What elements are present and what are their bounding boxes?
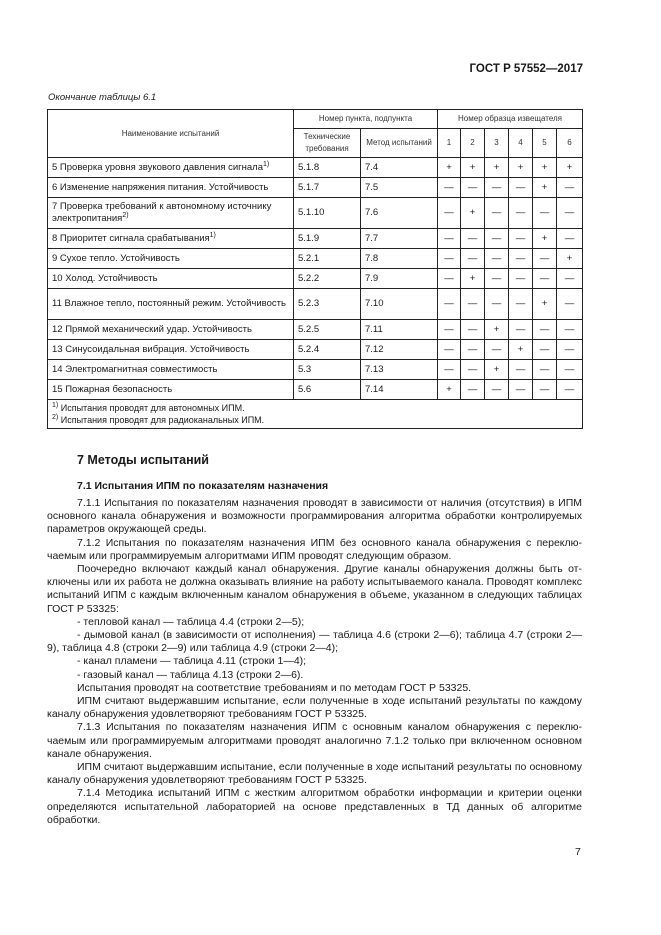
standard-header: ГОСТ Р 57552—2017 (469, 63, 583, 75)
sample-mark-cell: — (461, 178, 485, 198)
sample-mark-cell: — (485, 380, 509, 400)
table-row (48, 269, 583, 289)
sample-mark-cell: — (533, 360, 557, 380)
table-footnotes (48, 400, 583, 429)
sample-mark-cell: — (533, 249, 557, 269)
sample-mark-cell: + (509, 158, 533, 178)
sample-mark-cell: — (438, 229, 461, 249)
tech-req-cell: 5.2.2 (294, 269, 361, 289)
tech-req-cell: 5.2.4 (294, 340, 361, 360)
sample-mark-cell: + (557, 158, 583, 178)
tech-req-cell: 5.3 (294, 360, 361, 380)
sample-mark-cell: — (438, 320, 461, 340)
sample-mark-cell: — (509, 360, 533, 380)
sample-mark-cell: + (485, 320, 509, 340)
test-table (47, 109, 583, 429)
sample-mark-cell: — (533, 269, 557, 289)
table-row (48, 178, 583, 198)
sample-mark-cell: — (461, 380, 485, 400)
sample-mark-cell: — (485, 289, 509, 320)
test-name-cell: 11 Влажное тепло, постоянный режим. Устойчивость (48, 289, 294, 320)
table-row (48, 229, 583, 249)
paragraph: 7.1.3 Испытания по показателям назначения ИПМ с основным каналом обнаружения с переключаемым или программируемым алгоритмами проводят аналогично 7.1.2 только при включенном основном канале обнаружения. (47, 721, 582, 760)
section-title: 7 Методы испытаний (77, 453, 209, 467)
table-row (48, 320, 583, 340)
tech-req-cell: 5.6 (294, 380, 361, 400)
test-name-cell: 8 Приоритет сигнала срабатывания$^{1)}$ (48, 229, 294, 249)
sample-mark-cell: + (509, 340, 533, 360)
sample-mark-cell: — (509, 289, 533, 320)
sample-mark-cell: — (461, 229, 485, 249)
sample-mark-cell: + (533, 289, 557, 320)
header-tech-req: Технические требования (294, 129, 361, 158)
sample-mark-cell: — (485, 249, 509, 269)
paragraph: Испытания проводят на соответствие требованиям и по методам ГОСТ Р 53325. (77, 681, 472, 694)
tech-req-cell: 5.1.7 (294, 178, 361, 198)
sample-mark-cell: + (461, 198, 485, 229)
test-name-cell: 13 Синусоидальная вибрация. Устойчивость (48, 340, 294, 360)
header-sample-5: 5 (533, 129, 557, 158)
test-name-cell: 5 Проверка уровня звукового давления сигнала$^{1)}$ (48, 158, 294, 178)
test-name-cell: 15 Пожарная безопасность (48, 380, 294, 400)
paragraph: ИПМ считают выдержавшим испытание, если полученные в ходе испытаний результаты по основному каналу обнаружения удовлетворяют требованиям ГОСТ Р 53325. (47, 761, 582, 787)
sample-mark-cell: — (557, 340, 583, 360)
sample-mark-cell: — (438, 178, 461, 198)
test-method-cell: 7.9 (361, 269, 438, 289)
header-sample-2: 2 (461, 129, 485, 158)
table-row (48, 289, 583, 320)
section-body (47, 497, 582, 827)
header-sample-6: 6 (557, 129, 583, 158)
sample-mark-cell: — (438, 249, 461, 269)
page-number: 7 (575, 846, 581, 858)
test-name-cell: 10 Холод. Устойчивость (48, 269, 294, 289)
list-item: - газовый канал — таблица 4.13 (строки 2—6). (77, 668, 304, 681)
tech-req-cell: 5.1.8 (294, 158, 361, 178)
test-method-cell: 7.5 (361, 178, 438, 198)
sample-mark-cell: — (485, 198, 509, 229)
tech-req-cell: 5.2.1 (294, 249, 361, 269)
test-method-cell: 7.13 (361, 360, 438, 380)
test-method-cell: 7.7 (361, 229, 438, 249)
sample-mark-cell: — (438, 340, 461, 360)
sample-mark-cell: — (509, 320, 533, 340)
header-clause-group: Номер пункта, подпункта (294, 110, 438, 129)
sample-mark-cell: — (557, 229, 583, 249)
test-name-cell: 14 Электромагнитная совместимость (48, 360, 294, 380)
sample-mark-cell: — (461, 360, 485, 380)
sample-mark-cell: — (509, 269, 533, 289)
tech-req-cell: 5.1.10 (294, 198, 361, 229)
table-row (48, 380, 583, 400)
test-method-cell: 7.6 (361, 198, 438, 229)
sample-mark-cell: — (438, 269, 461, 289)
sample-mark-cell: — (461, 340, 485, 360)
test-name-cell: 12 Прямой механический удар. Устойчивость (48, 320, 294, 340)
sample-mark-cell: + (438, 380, 461, 400)
sample-mark-cell: — (533, 340, 557, 360)
sample-mark-cell: — (461, 249, 485, 269)
test-name-cell: 7 Проверка требований к автономному источнику электропитания$^{2)}$ (48, 198, 294, 229)
sample-mark-cell: + (533, 178, 557, 198)
table-row (48, 249, 583, 269)
list-item: - тепловой канал — таблица 4.4 (строки 2—5); (77, 615, 305, 628)
sample-mark-cell: — (557, 380, 583, 400)
footnote-2: $^{2)}$ Испытания проводят для радиоканальных ИПМ. (52, 414, 265, 425)
test-method-cell: 7.12 (361, 340, 438, 360)
sample-mark-cell: — (557, 178, 583, 198)
sample-mark-cell: — (485, 340, 509, 360)
sample-mark-cell: — (557, 289, 583, 320)
test-method-cell: 7.10 (361, 289, 438, 320)
sample-mark-cell: + (533, 229, 557, 249)
header-test-method: Метод испытаний (361, 129, 438, 158)
table-row (48, 340, 583, 360)
list-item: - канал пламени — таблица 4.11 (строки 1—4); (77, 655, 307, 668)
tech-req-cell: 5.2.5 (294, 320, 361, 340)
sample-mark-cell: — (461, 289, 485, 320)
sample-mark-cell: — (461, 320, 485, 340)
table-row (48, 198, 583, 229)
test-method-cell: 7.14 (361, 380, 438, 400)
sample-mark-cell: — (557, 269, 583, 289)
paragraph: 7.1.1 Испытания по показателям назначения проводят в зависимости от наличия (отсутствия) в ИПМ основного канала обнаружения и возможности программирования алгоритма обработки контролируемых параметров окружающей среды. (47, 497, 582, 536)
sample-mark-cell: + (461, 158, 485, 178)
sample-mark-cell: — (438, 198, 461, 229)
footnote-1: $^{1)}$ Испытания проводят для автономных ИПМ. (52, 402, 245, 413)
header-test-name: Наименование испытаний (48, 110, 294, 158)
footnote-ref: 2) (122, 211, 129, 219)
sample-mark-cell: + (461, 269, 485, 289)
sample-mark-cell: + (557, 249, 583, 269)
header-sample-group: Номер образца извещателя (438, 110, 583, 129)
tech-req-cell: 5.2.3 (294, 289, 361, 320)
sample-mark-cell: + (485, 360, 509, 380)
test-method-cell: 7.4 (361, 158, 438, 178)
test-method-cell: 7.8 (361, 249, 438, 269)
sample-mark-cell: — (509, 380, 533, 400)
sample-mark-cell: — (509, 249, 533, 269)
sample-mark-cell: — (485, 178, 509, 198)
table-row (48, 360, 583, 380)
sample-mark-cell: — (438, 289, 461, 320)
paragraph: ИПМ считают выдержавшим испытание, если полученные в ходе испытаний результаты по каждому каналу обнаружения удовлетворяют требованиям ГОСТ Р 53325. (47, 695, 582, 721)
table-caption: Окончание таблицы 6.1 (48, 92, 157, 103)
test-method-cell: 7.11 (361, 320, 438, 340)
sample-mark-cell: — (485, 269, 509, 289)
sample-mark-cell: — (438, 360, 461, 380)
tech-req-cell: 5.1.9 (294, 229, 361, 249)
subsection-title: 7.1 Испытания ИПМ по показателям назначения (77, 480, 329, 492)
footnote-ref: 1) (209, 231, 216, 239)
sample-mark-cell: — (509, 198, 533, 229)
sample-mark-cell: — (557, 360, 583, 380)
footnote-ref: 1) (263, 160, 270, 168)
sample-mark-cell: + (438, 158, 461, 178)
sample-mark-cell: — (557, 198, 583, 229)
list-item: - дымовой канал (в зависимости от исполнения) — таблица 4.6 (строки 2—6); таблица 4.7 (строки 2—9), таблица 4.8 (строки 2—9) или таблица 4.9 (строки 2—4); (47, 629, 582, 655)
sample-mark-cell: — (557, 320, 583, 340)
sample-mark-cell: — (509, 178, 533, 198)
table-row (48, 158, 583, 178)
paragraph: 7.1.2 Испытания по показателям назначения ИПМ без основного канала обнаружения с переключаемым или программируемым алгоритмами ИПМ проводят следующим образом. (47, 536, 582, 562)
paragraph: Поочередно включают каждый канал обнаружения. Другие каналы обнаружения должны быть отключены или их работа не должна оказывать влияние на работу испытываемого канала. Проводят комплекс испытаний ИПМ с каждым включенным каналом обнаружения в объеме, указанном в следующих таблицах ГОСТ Р 53325: (47, 563, 582, 615)
sample-mark-cell: + (485, 158, 509, 178)
test-name-cell: 6 Изменение напряжения питания. Устойчивость (48, 178, 294, 198)
sample-mark-cell: + (533, 158, 557, 178)
paragraph: 7.1.4 Методика испытаний ИПМ с жестким алгоритмом обработки информации и критерии оценки определяются испытательной лабораторией на основе представленных в ТД данных об алгоритме обработки. (47, 787, 582, 826)
sample-mark-cell: — (509, 229, 533, 249)
sample-mark-cell: — (485, 229, 509, 249)
sample-mark-cell: — (533, 320, 557, 340)
sample-mark-cell: — (533, 380, 557, 400)
header-sample-3: 3 (485, 129, 509, 158)
test-name-cell: 9 Сухое тепло. Устойчивость (48, 249, 294, 269)
sample-mark-cell: — (533, 198, 557, 229)
header-sample-1: 1 (438, 129, 461, 158)
header-sample-4: 4 (509, 129, 533, 158)
